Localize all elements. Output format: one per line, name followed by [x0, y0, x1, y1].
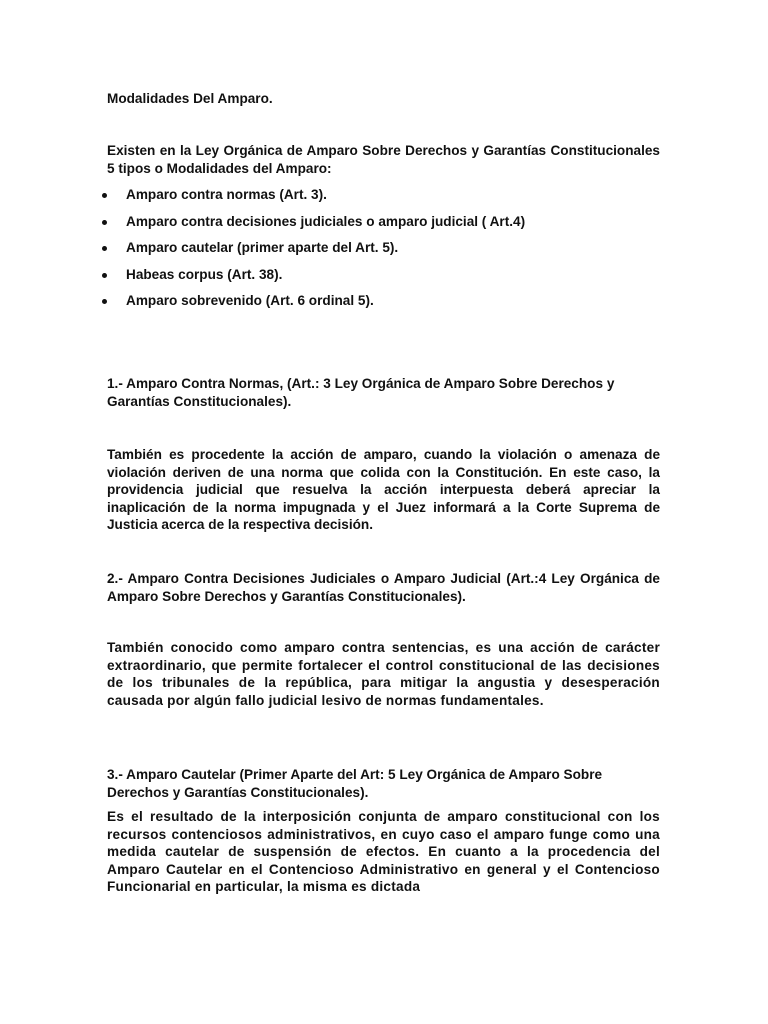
section-body-1: También es procedente la acción de amparo, cuando la violación o amenaza de violación deriven de una norma que colida con la Constitución. En este caso, la providencia judicial que resuelva la acción interpuesta deberá apreciar la inaplicación de la norma impugnada y el Juez informará a la Corte Suprema de Justicia acerca de la respectiva decisión.	[107, 447, 660, 532]
bullet-icon	[102, 273, 107, 278]
list-item-text: Habeas corpus (Art. 38).	[126, 266, 283, 282]
bullet-icon	[102, 193, 107, 198]
section-heading-3: 3.- Amparo Cautelar (Primer Aparte del Art: 5 Ley Orgánica de Amparo Sobre Derechos y Garantías Constitucionales).	[107, 767, 603, 800]
intro-paragraph: Existen en la Ley Orgánica de Amparo Sobre Derechos y Garantías Constitucionales 5 tipos o Modalidades del Amparo:	[107, 143, 660, 176]
list-item-text: Amparo contra normas (Art. 3).	[126, 187, 327, 202]
section-heading-2: 2.- Amparo Contra Decisiones Judiciales o Amparo Judicial (Art.:4 Ley Orgánica de Amparo Sobre Derechos y Garantías Constitucionales).	[107, 571, 660, 604]
modalities-list	[107, 186, 660, 319]
bullet-icon	[102, 246, 107, 251]
list-item	[107, 213, 660, 240]
list-item	[107, 266, 660, 293]
list-item	[107, 292, 660, 319]
section-heading-1: 1.- Amparo Contra Normas, (Art.: 3 Ley Orgánica de Amparo Sobre Derechos y Garantías Constitucionales).	[107, 376, 615, 409]
list-item-text: Amparo cautelar (primer aparte del Art. 5).	[126, 240, 399, 255]
list-item-text: Amparo contra decisiones judiciales o amparo judicial ( Art.4)	[126, 213, 526, 229]
list-item	[107, 186, 660, 213]
list-item	[107, 239, 660, 266]
list-item-text: Amparo sobrevenido (Art. 6 ordinal 5).	[126, 293, 374, 308]
bullet-icon	[102, 220, 107, 225]
section-body-2: También conocido como amparo contra sentencias, es una acción de carácter extraordinario, que permite fortalecer el control constitucional de las decisiones de los tribunales de la república, para mitigar la angustia y desesperación causada por algún fallo judicial lesivo de normas fundamentales.	[107, 640, 660, 708]
section-body-3: Es el resultado de la interposición conjunta de amparo constitucional con los recursos contenciosos administrativos, en cuyo caso el amparo funge como una medida cautelar de suspensión de efectos. En cuanto a la procedencia del Amparo Cautelar en el Contencioso Administrativo en general y el Contencioso Funcionarial en particular, la misma es dictada	[107, 809, 660, 894]
document-title: Modalidades Del Amparo.	[107, 91, 273, 106]
bullet-icon	[102, 299, 107, 304]
